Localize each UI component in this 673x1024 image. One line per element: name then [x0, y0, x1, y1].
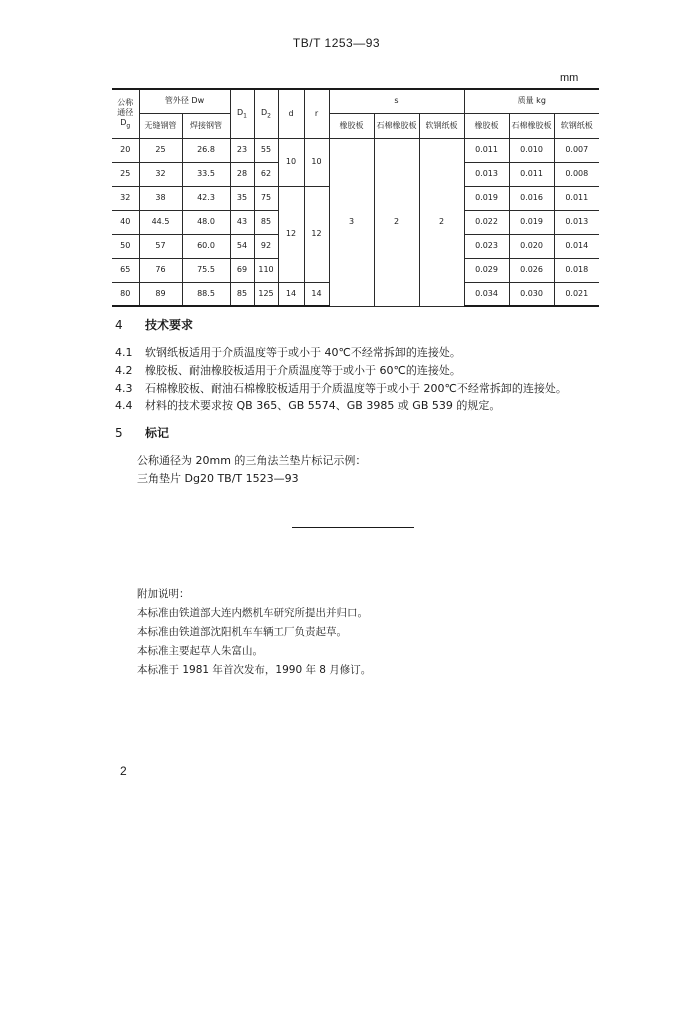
cell-dg: 20	[112, 138, 139, 162]
cell-dw-welded: 60.0	[182, 234, 230, 258]
cell-d-group-a: 10	[278, 138, 304, 186]
cell-m-steel-paper: 0.013	[554, 210, 599, 234]
cell-m-steel-paper: 0.007	[554, 138, 599, 162]
cell-dg: 32	[112, 186, 139, 210]
cell-d1: 85	[230, 282, 254, 306]
end-of-standard-rule	[292, 527, 414, 528]
header-s-steel-paper: 软钢纸板	[419, 113, 464, 138]
cell-d1: 23	[230, 138, 254, 162]
header-m-rubber: 橡胶板	[464, 113, 509, 138]
note-line: 本标准由铁道部大连内燃机车研究所提出并归口。	[137, 607, 368, 619]
cell-d2: 62	[254, 162, 278, 186]
cell-dw-seamless: 57	[139, 234, 182, 258]
cell-r-group-c: 14	[304, 282, 329, 306]
header-mass: 质量 kg	[464, 89, 599, 113]
header-seamless-pipe: 无缝钢管	[139, 113, 182, 138]
marking-example-intro: 公称通径为 20mm 的三角法兰垫片标记示例：	[137, 454, 367, 467]
cell-m-asbestos: 0.011	[509, 162, 554, 186]
cell-dw-seamless: 38	[139, 186, 182, 210]
header-m-steel-paper: 软钢纸板	[554, 113, 599, 138]
header-welded-pipe: 焊接钢管	[182, 113, 230, 138]
clause-4-4: 4.4 材料的技术要求按 QB 365、GB 5574、GB 3985 或 GB 539 的规定。	[115, 399, 501, 412]
cell-dw-welded: 75.5	[182, 258, 230, 282]
note-line: 本标准于 1981 年首次发布，1990 年 8 月修订。	[137, 664, 372, 676]
cell-d2: 110	[254, 258, 278, 282]
cell-m-rubber: 0.023	[464, 234, 509, 258]
cell-m-asbestos: 0.030	[509, 282, 554, 306]
cell-d1: 35	[230, 186, 254, 210]
cell-dg: 25	[112, 162, 139, 186]
section-4-heading: 4 技术要求	[115, 318, 194, 332]
cell-m-rubber: 0.029	[464, 258, 509, 282]
cell-d2: 125	[254, 282, 278, 306]
cell-dg: 40	[112, 210, 139, 234]
cell-dg: 50	[112, 234, 139, 258]
cell-dw-welded: 26.8	[182, 138, 230, 162]
header-m-asbestos: 石棉橡胶板	[509, 113, 554, 138]
cell-m-rubber: 0.022	[464, 210, 509, 234]
cell-r-group-b: 12	[304, 186, 329, 282]
cell-m-asbestos: 0.026	[509, 258, 554, 282]
header-s-asbestos: 石棉橡胶板	[374, 113, 419, 138]
header-d1: $D_1$	[230, 89, 254, 138]
additional-notes-title: 附加说明：	[137, 588, 190, 600]
table-row	[112, 138, 599, 162]
header-outer-diameter: 管外径 Dw	[139, 89, 230, 113]
cell-m-steel-paper: 0.011	[554, 186, 599, 210]
cell-m-rubber: 0.034	[464, 282, 509, 306]
clause-4-1: 4.1 软钢纸板适用于介质温度等于或小于 40℃不经常拆卸的连接处。	[115, 346, 461, 359]
cell-d-group-b: 12	[278, 186, 304, 282]
cell-dw-seamless: 76	[139, 258, 182, 282]
cell-s-asbestos: 2	[374, 138, 419, 306]
cell-m-steel-paper: 0.008	[554, 162, 599, 186]
note-line: 本标准由铁道部沈阳机车车辆工厂负责起草。	[137, 626, 347, 638]
cell-d2: 75	[254, 186, 278, 210]
standard-code-header: TB/T 1253—93	[292, 36, 381, 50]
cell-s-steel-paper: 2	[419, 138, 464, 306]
cell-dw-welded: 42.3	[182, 186, 230, 210]
cell-m-asbestos: 0.010	[509, 138, 554, 162]
header-nominal-diameter: 公称 通径 $D_g$	[112, 89, 139, 138]
cell-s-rubber: 3	[329, 138, 374, 306]
cell-d1: 43	[230, 210, 254, 234]
cell-dw-seamless: 32	[139, 162, 182, 186]
cell-dw-welded: 33.5	[182, 162, 230, 186]
cell-dw-seamless: 25	[139, 138, 182, 162]
cell-d1: 69	[230, 258, 254, 282]
header-d2: $D_2$	[254, 89, 278, 138]
cell-m-rubber: 0.013	[464, 162, 509, 186]
cell-r-group-a: 10	[304, 138, 329, 186]
cell-m-steel-paper: 0.018	[554, 258, 599, 282]
page-number: 2	[120, 764, 127, 778]
cell-dw-welded: 88.5	[182, 282, 230, 306]
unit-label: mm	[560, 72, 579, 84]
header-thickness: s	[329, 89, 464, 113]
cell-d-group-c: 14	[278, 282, 304, 306]
cell-dw-seamless: 89	[139, 282, 182, 306]
cell-dw-welded: 48.0	[182, 210, 230, 234]
header-d: d	[278, 89, 304, 138]
cell-dw-seamless: 44.5	[139, 210, 182, 234]
cell-d2: 92	[254, 234, 278, 258]
cell-dg: 65	[112, 258, 139, 282]
cell-d2: 85	[254, 210, 278, 234]
cell-m-asbestos: 0.016	[509, 186, 554, 210]
marking-example: 三角垫片 Dg20 TB/T 1523—93	[137, 472, 299, 485]
section-5-heading: 5 标记	[115, 426, 170, 440]
clause-4-3: 4.3 石棉橡胶板、耐油石棉橡胶板适用于介质温度等于或小于 200℃不经常拆卸的连接处。	[115, 382, 567, 395]
clause-4-2: 4.2 橡胶板、耐油橡胶板适用于介质温度等于或小于 60℃的连接处。	[115, 364, 461, 377]
cell-m-rubber: 0.019	[464, 186, 509, 210]
cell-d2: 55	[254, 138, 278, 162]
cell-m-steel-paper: 0.014	[554, 234, 599, 258]
cell-d1: 28	[230, 162, 254, 186]
cell-m-asbestos: 0.020	[509, 234, 554, 258]
cell-dg: 80	[112, 282, 139, 306]
header-s-rubber: 橡胶板	[329, 113, 374, 138]
cell-d1: 54	[230, 234, 254, 258]
cell-m-rubber: 0.011	[464, 138, 509, 162]
gasket-dimension-table	[112, 88, 599, 307]
note-line: 本标准主要起草人朱富山。	[137, 645, 263, 657]
cell-m-asbestos: 0.019	[509, 210, 554, 234]
cell-m-steel-paper: 0.021	[554, 282, 599, 306]
header-r: r	[304, 89, 329, 138]
